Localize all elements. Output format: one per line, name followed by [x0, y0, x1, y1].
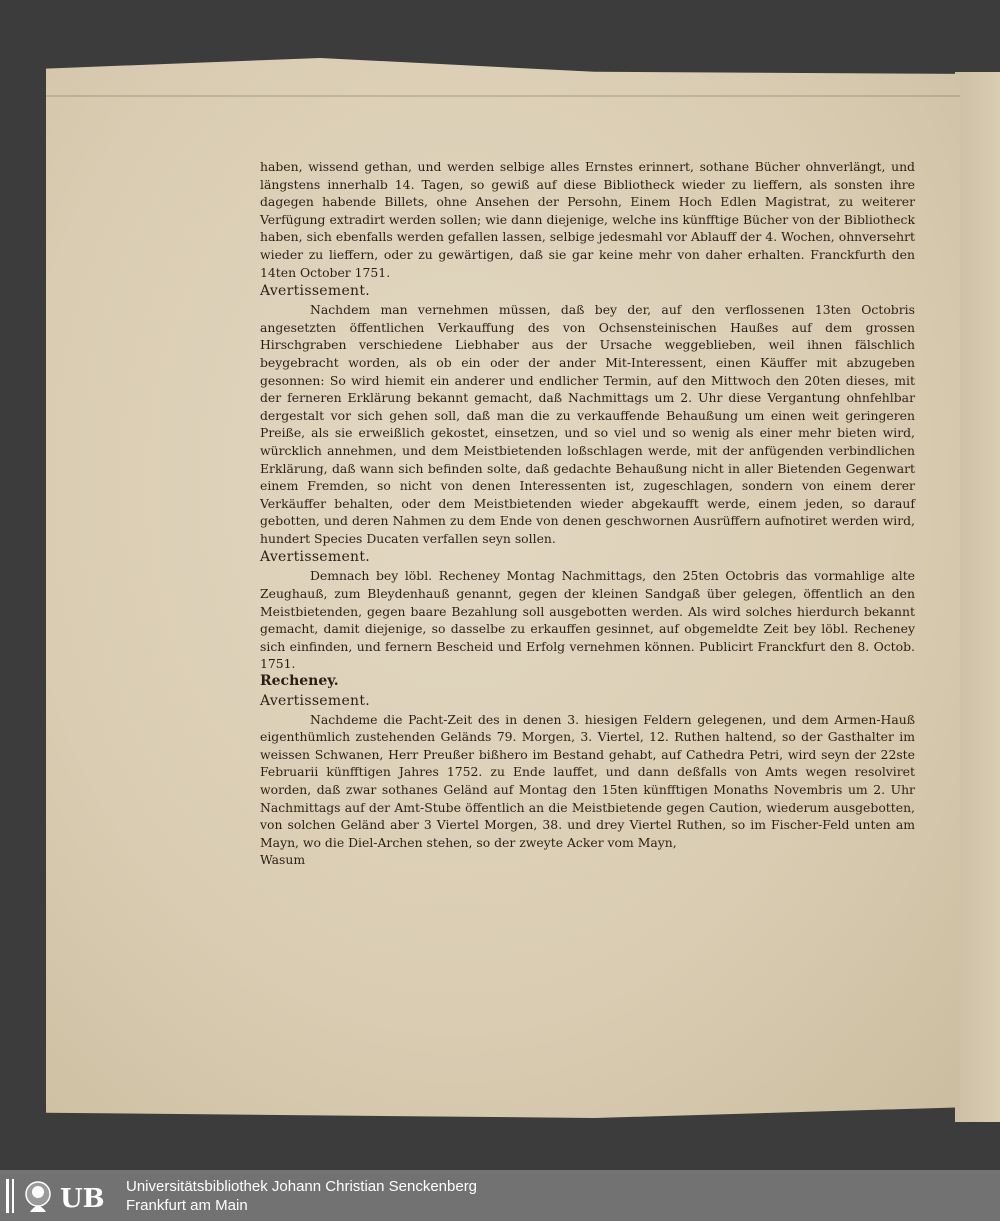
paragraph-house-sale: Nachdem man vernehmen müssen, daß bey der, auf den verflossenen 13ten Octobris angesetzten öffentlichen Verkauffung des von Ochsensteinischen Haußes auf dem grossen Hirschgraben verschiedene Liebhaber aus der Ursache weggeblieben, weil ihnen fälschlich beygebracht worden, als ob ein oder der ander Mit-Interessent, einen Käuffer mit abzugeben gesonnen: So wird hiemit ein anderer und endlicher Termin, auf den Mittwoch den 20ten dieses, mit der ferneren Erklärung bekannt gemacht, daß Nachmittags um 2. Uhr diese Vergantung ohnfehlbar dergestalt vor sich gehen soll, daß man die zu verkauffende Behaußung um einen weit geringeren Preiße, als sie erweißlich gekostet, einsetzen, und so viel und so wenig als einer mehr bieten wird, würcklich annehmen, und dem Meistbietenden loßschlagen werde, mit der anfügenden verbindlichen Erklärung, daß wann sich befinden solte, daß gedachte Behaußung nicht in aller Bietenden Gegenwart einem Fremden, so nicht von denen Interessenten ist, zugeschlagen, sondern von einem derer Verkäuffer behalten, oder dem Meistbietenden wieder abgekaufft werde, einem jeden, so darauf gebotten, und deren Nahmen zu dem Ende von denen geschwornen Ausrüffern aufnotiret werden wird, hundert Species Ducaten verfallen seyn sollen.	[260, 302, 915, 546]
paragraph-library-notice: haben, wissend gethan, und werden selbige alles Ernstes erinnert, sothane Bücher ohnverlängt, und längstens innerhalb 14. Tagen, so gewiß auf diese Bibliotheck wieder zu lieffern, als sonsten ihre dagegen habende Billets, ohne Ansehen der Persohn, Einem Hoch Edlen Magistrat, zu weiterer Verfügung extradirt werden sollen; wie dann diejenige, welche ins künfftige Bücher von der Bibliotheck haben, sich ebenfalls werden gefallen lassen, selbige jedesmahl vor Ablauff der 4. Wochen, ohnversehrt wieder zu lieffern, oder zu gewärtigen, daß sie gar keine mehr von daher erhalten. Franckfurth den 14ten October 1751.	[260, 159, 915, 280]
heading-avertissement-3: Avertissement.	[260, 692, 371, 709]
adjacent-page-edge	[955, 72, 1000, 1122]
paragraph-zeughaus: Demnach bey löbl. Recheney Montag Nachmittags, den 25ten Octobris das vormahlige alte Zeughauß, zum Bleydenhauß genannt, gegen der kleinen Sandgaß über gelegen, öffentlich an den Meistbietenden, gegen baare Bezahlung soll ausgebotten werden. Als wird solches hierdurch bekannt gemacht, damit diejenige, so dasselbe zu erkauffen gesinnet, auf obgemeldte Zeit bey löbl. Recheney sich einfinden, und fernern Bescheid und Erfolg vernehmen können. Publicirt Franckfurt den 8. Octob. 1751.	[260, 568, 915, 672]
ub-logo-icon[interactable]	[4, 1176, 116, 1216]
heading-avertissement-1: Avertissement.	[260, 283, 371, 300]
institution-city: Frankfurt am Main	[126, 1197, 248, 1214]
paragraph-lease: Nachdeme die Pacht-Zeit des in denen 3. hiesigen Feldern gelegenen, und dem Armen-Hauß eigenthümlich zustehenden Geländs 79. Morgen, 3. Viertel, 12. Ruthen haltend, so der Gasthalter im weissen Schwanen, Herr Preußer bißhero im Bestand gehabt, auf Cathedra Petri, wird seyn der 22ste Februarii künfftigen Jahres 1752. zu Ende lauffet, und dann deßfalls von Amts wegen resolviret worden, daß zwar sothanes Geländ auf Montag den 15ten künfftigen Monaths Novembris um 2. Uhr Nachmittags auf der Amt-Stube öffentlich an die Meistbietende gegen Caution, wiederum ausgebotten, von solchen Geländ aber 3 Viertel Morgen, 38. und drey Viertel Ruthen, so im Fischer-Feld unten am Mayn, wo die Diel-Archen stehen, so der zweyte Acker vom Mayn,	[260, 711, 915, 850]
signature-recheney: Recheney.	[260, 673, 339, 690]
footer-bar	[0, 1170, 1000, 1221]
heading-avertissement-2: Avertissement.	[260, 549, 371, 566]
paper-fold	[46, 95, 960, 97]
catchword: Wasum	[260, 852, 306, 868]
institution-name: Universitätsbibliothek Johann Christian Senckenberg	[126, 1178, 478, 1195]
logo-text: UB	[60, 1184, 105, 1214]
document-text	[260, 158, 915, 869]
